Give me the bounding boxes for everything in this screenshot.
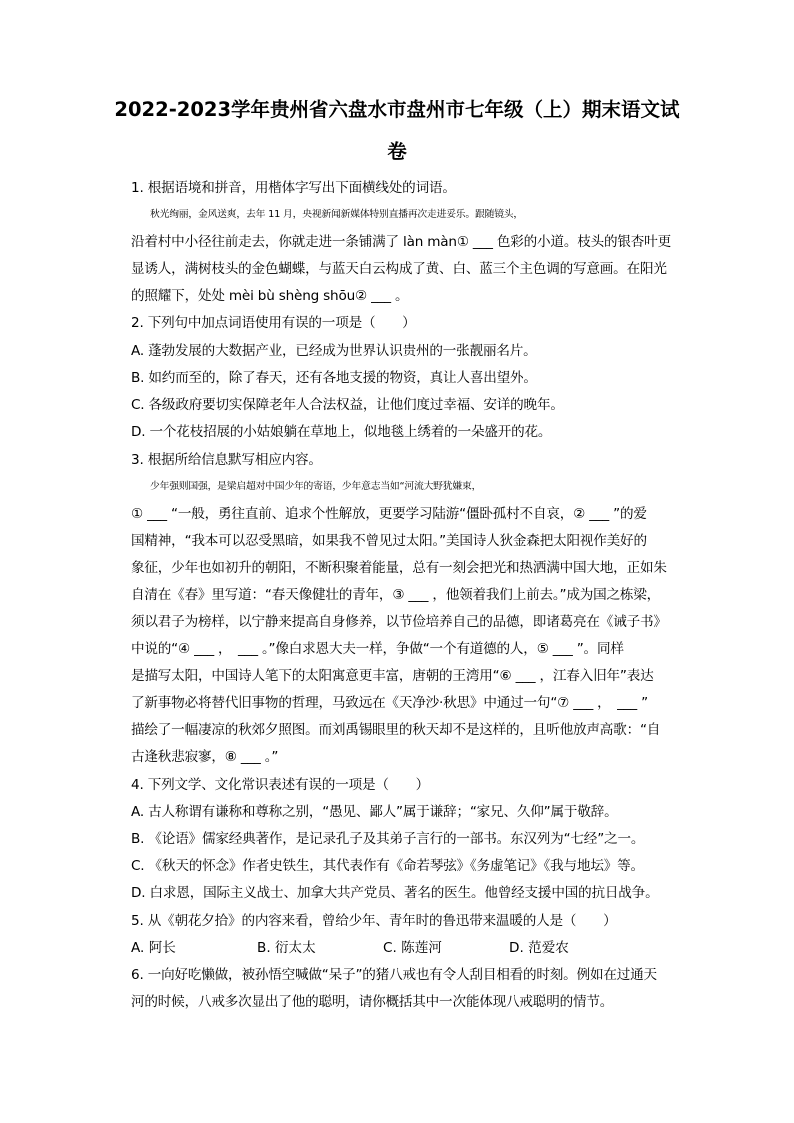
question-1-passage-line: 的照耀下，处处 mèi bù shèng shōu② ___ 。 xyxy=(131,288,409,304)
question-1-passage-line: 秋光绚丽，金风送爽，去年 11 月，央视新闻新媒体特别直播再次走进妥乐。跟随镜头， xyxy=(150,209,523,220)
question-1-prompt: 1. 根据语境和拼音，用楷体字写出下面横线处的词语。 xyxy=(131,180,456,196)
question-5-prompt: 5. 从《朝花夕拾》的内容来看，曾给少年、青年时的鲁迅带来温暖的人是（ ） xyxy=(131,913,617,929)
question-3-passage-line: 自清在《春》里写道：“春天像健壮的青年，③ ___ ，他领着我们上前去。”成为国之栋梁， xyxy=(131,587,661,603)
question-6-prompt-line: 河的时候，八戒多次显出了他的聪明，请你概括其中一次能体现八戒聪明的情节。 xyxy=(131,994,614,1010)
question-3-passage-line: 了新事物必将替代旧事物的哲理，马致远在《天净沙·秋思》中通过一句“⑦ ___ ， ___ ” xyxy=(131,695,648,711)
question-5-option-b: B. 衍太太 xyxy=(257,940,316,956)
question-3-prompt: 3. 根据所给信息默写相应内容。 xyxy=(131,452,322,468)
question-4-option-b: B. 《论语》儒家经典著作，是记录孔子及其弟子言行的一部书。东汉列为“七经”之一。 xyxy=(131,831,645,847)
question-3-passage-line: 描绘了一幅凄凉的秋郊夕照图。而刘禹锡眼里的秋天却不是这样的，且听他放声高歌：“自 xyxy=(131,722,661,738)
question-3-passage-line: 象征，少年也如初升的朝阳，不断积聚着能量，总有一刻会把光和热洒满中国大地，正如朱 xyxy=(131,560,667,576)
exam-title-line-2: 卷 xyxy=(387,140,407,163)
question-5-option-c: C. 陈莲河 xyxy=(383,940,442,956)
question-4-option-a: A. 古人称谓有谦称和尊称之别，“愚见、鄙人”属于谦辞；“家兄、久仰”属于敬辞。 xyxy=(131,804,618,820)
question-2-option-b: B. 如约而至的，除了春天，还有各地支援的物资，真让人喜出望外。 xyxy=(131,370,537,386)
question-2-option-a: A. 蓬勃发展的大数据产业，已经成为世界认识贵州的一张靓丽名片。 xyxy=(131,343,537,359)
question-6-prompt: 6. 一向好吃懒做，被孙悟空喊做“呆子”的猪八戒也有令人刮目相看的时刻。例如在过通天 xyxy=(131,967,657,983)
question-3-passage-line: ① ___ “一般，勇往直前、追求个性解放，更要学习陆游“僵卧孤村不自哀，② ___ ”的爱 xyxy=(131,506,647,522)
question-3-passage-line: 古逢秋悲寂寥，⑧ ___ 。” xyxy=(131,749,279,765)
question-3-passage-line: 中说的“④ ___ ， ___ 。”像白求恩大夫一样，争做“一个有道德的人，⑤ ___ ”。同样 xyxy=(131,641,624,657)
question-2-prompt: 2. 下列句中加点词语使用有误的一项是（ ） xyxy=(131,315,416,331)
question-3-passage-line: 须以君子为榜样，以宁静来提高自身修养，以节俭培养自己的品德，即诸葛亮在《诫子书》 xyxy=(131,614,667,630)
question-3-passage-line: 国精神，“我本可以忍受黑暗，如果我不曾见过太阳。”美国诗人狄金森把太阳视作美好的 xyxy=(131,533,647,549)
question-2-option-c: C. 各级政府要切实保障老年人合法权益，让他们度过幸福、安详的晚年。 xyxy=(131,397,564,413)
question-4-prompt: 4. 下列文学、文化常识表述有误的一项是（ ） xyxy=(131,777,429,793)
question-5-option-d: D. 范爱农 xyxy=(509,940,569,956)
question-1-passage-line: 沿着村中小径往前走去，你就走进一条铺满了 làn màn① ___ 色彩的小道。枝头的银杏叶更 xyxy=(131,234,671,250)
question-1-passage-line: 显诱人，满树枝头的金色蝴蝶，与蓝天白云构成了黄、白、蓝三个主色调的写意画。在阳光 xyxy=(131,261,667,277)
question-5-option-a: A. 阿长 xyxy=(131,940,176,956)
question-2-option-d: D. 一个花枝招展的小姑娘躺在草地上，似地毯上绣着的一朵盛开的花。 xyxy=(131,424,552,440)
question-4-option-d: D. 白求恩，国际主义战士、加拿大共产党员、著名的医生。他曾经支援中国的抗日战争。 xyxy=(131,885,659,901)
question-3-passage-line: 是描写太阳，中国诗人笔下的太阳寓意更丰富，唐朝的王湾用“⑥ ___ ，江春入旧年”表达 xyxy=(131,668,654,684)
question-4-option-c: C. 《秋天的怀念》作者史铁生，其代表作有《命若琴弦》《务虚笔记》《我与地坛》等。 xyxy=(131,858,644,874)
exam-title-line-1: 2022-2023学年贵州省六盘水市盘州市七年级（上）期末语文试 xyxy=(114,98,680,121)
question-3-passage-line: 少年强则国强，是梁启超对中国少年的寄语，少年意志当如“河流大野犹嫌束， xyxy=(150,481,482,492)
